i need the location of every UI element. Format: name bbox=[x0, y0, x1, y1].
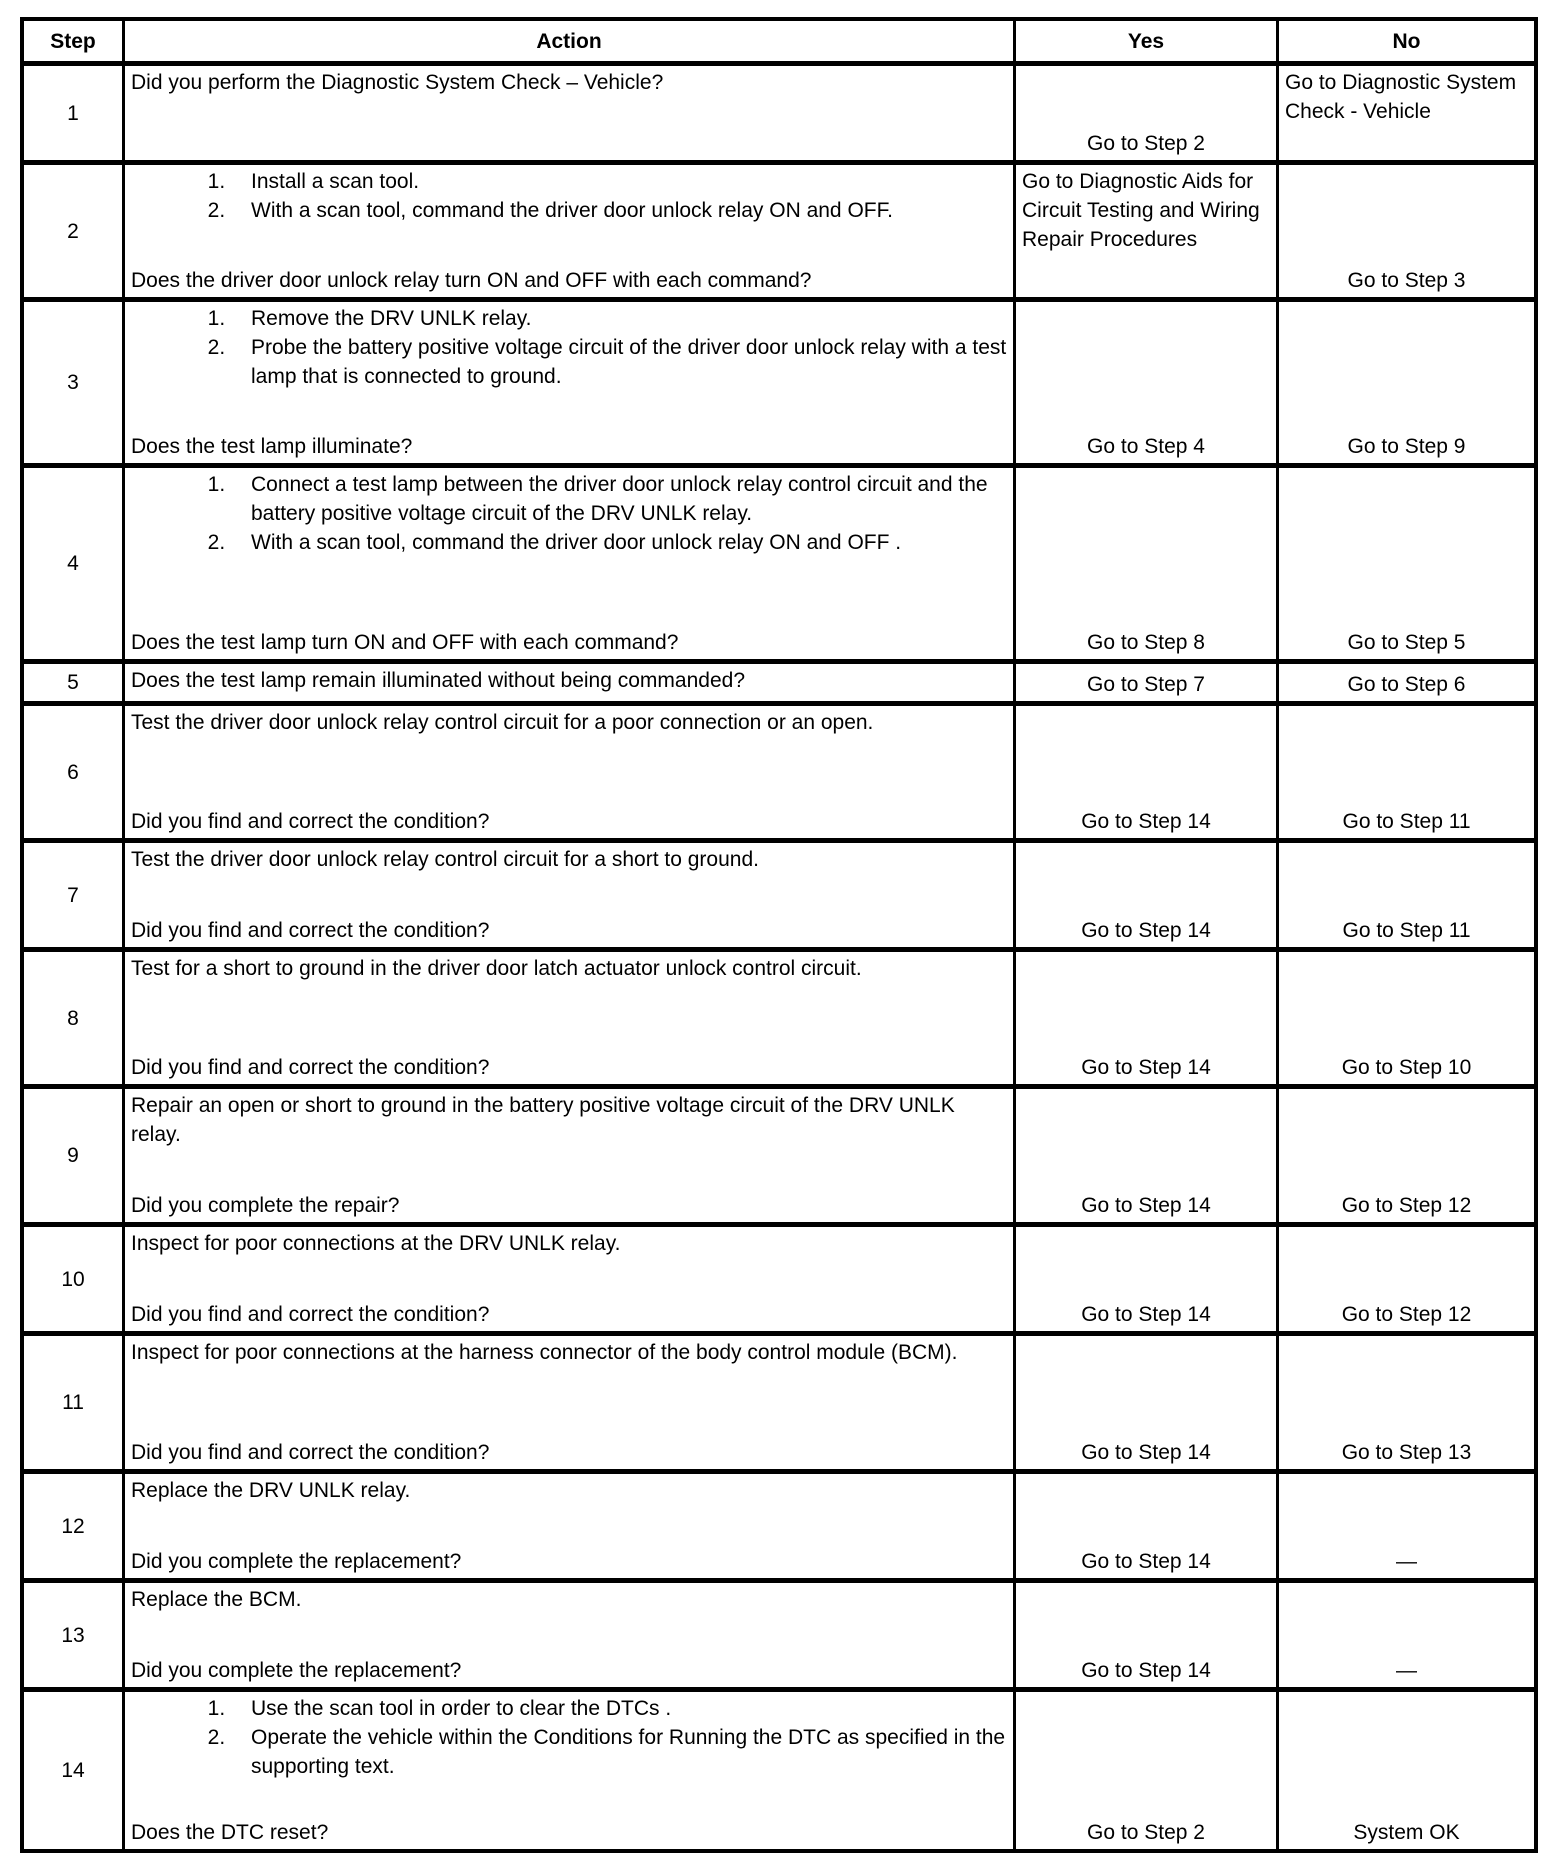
no-result: — bbox=[1276, 1583, 1534, 1687]
header-step: Step bbox=[50, 29, 96, 53]
table-row bbox=[24, 160, 1534, 297]
action-question: Did you complete the replacement? bbox=[131, 1550, 462, 1573]
action-question: Did you find and correct the condition? bbox=[131, 919, 490, 942]
header-no: No bbox=[1276, 21, 1534, 61]
action-question: Did you find and correct the condition? bbox=[131, 1303, 490, 1326]
action-cell bbox=[122, 66, 1013, 160]
step-number: 12 bbox=[61, 1514, 85, 1538]
action-text: Repair an open or short to ground in the battery positive voltage circuit of the DRV UNLK relay. bbox=[131, 1094, 955, 1146]
step-number: 13 bbox=[61, 1623, 85, 1647]
action-instructions bbox=[131, 708, 1007, 737]
yes-result: Go to Step 14 bbox=[1013, 1227, 1276, 1331]
yes-result: Go to Diagnostic Aids for Circuit Testing and Wiring Repair Procedures bbox=[1013, 165, 1276, 297]
no-result: Go to Step 13 bbox=[1276, 1336, 1534, 1469]
action-step-item: 2. Operate the vehicle within the Conditions for Running the DTC as specified in the supporting text. bbox=[231, 1723, 1007, 1781]
table-row bbox=[24, 1469, 1534, 1578]
header-yes: Yes bbox=[1013, 21, 1276, 61]
step-number: 2 bbox=[67, 219, 79, 243]
action-instructions bbox=[131, 304, 1007, 391]
table-row bbox=[24, 1687, 1534, 1849]
action-steps-list bbox=[131, 167, 1007, 225]
action-question: Did you find and correct the condition? bbox=[131, 810, 490, 833]
yes-result: Go to Step 8 bbox=[1013, 468, 1276, 659]
no-result: — bbox=[1276, 1474, 1534, 1578]
action-step-item: 1. Remove the DRV UNLK relay. bbox=[231, 304, 1007, 333]
action-steps-list bbox=[131, 304, 1007, 391]
action-cell bbox=[122, 1583, 1013, 1687]
step-number: 6 bbox=[67, 760, 79, 784]
yes-result: Go to Step 7 bbox=[1013, 664, 1276, 701]
action-cell bbox=[122, 1692, 1013, 1849]
action-text: Replace the BCM. bbox=[131, 1588, 302, 1611]
action-cell bbox=[122, 664, 1013, 701]
table-row bbox=[24, 61, 1534, 160]
action-question: Does the driver door unlock relay turn ON and OFF with each command? bbox=[131, 269, 812, 292]
diagnostic-table bbox=[20, 17, 1538, 1853]
action-question: Did you find and correct the condition? bbox=[131, 1056, 490, 1079]
action-question: Does the DTC reset? bbox=[131, 1821, 329, 1844]
table-row bbox=[24, 701, 1534, 838]
table-row bbox=[24, 659, 1534, 701]
table-row bbox=[24, 463, 1534, 659]
table-row bbox=[24, 1578, 1534, 1687]
step-number: 14 bbox=[61, 1759, 85, 1782]
action-question: Does the test lamp turn ON and OFF with each command? bbox=[131, 631, 679, 654]
no-result: Go to Diagnostic System Check - Vehicle bbox=[1276, 66, 1534, 160]
action-instructions bbox=[131, 1585, 1007, 1614]
action-question: Did you complete the replacement? bbox=[131, 1659, 462, 1682]
step-number: 7 bbox=[67, 883, 79, 907]
action-instructions bbox=[131, 1694, 1007, 1781]
yes-result: Go to Step 4 bbox=[1013, 302, 1276, 463]
step-number: 5 bbox=[67, 671, 79, 694]
action-instructions bbox=[131, 666, 1007, 695]
action-text: Inspect for poor connections at the DRV UNLK relay. bbox=[131, 1232, 621, 1255]
yes-result: Go to Step 2 bbox=[1013, 1692, 1276, 1849]
no-result: Go to Step 3 bbox=[1276, 165, 1534, 297]
step-number: 10 bbox=[61, 1267, 85, 1291]
no-result: Go to Step 11 bbox=[1276, 843, 1534, 947]
yes-result: Go to Step 14 bbox=[1013, 706, 1276, 838]
action-instructions bbox=[131, 1338, 1007, 1367]
action-step-item: 2. With a scan tool, command the driver door unlock relay ON and OFF. bbox=[231, 196, 1007, 225]
action-instructions bbox=[131, 470, 1007, 557]
no-result: Go to Step 11 bbox=[1276, 706, 1534, 838]
no-result: Go to Step 12 bbox=[1276, 1089, 1534, 1222]
action-cell bbox=[122, 468, 1013, 659]
no-result: Go to Step 6 bbox=[1276, 664, 1534, 701]
yes-result: Go to Step 14 bbox=[1013, 843, 1276, 947]
action-instructions bbox=[131, 845, 1007, 874]
no-result: Go to Step 12 bbox=[1276, 1227, 1534, 1331]
yes-result: Go to Step 14 bbox=[1013, 1474, 1276, 1578]
yes-result: Go to Step 14 bbox=[1013, 952, 1276, 1084]
action-cell bbox=[122, 1227, 1013, 1331]
action-steps-list bbox=[131, 470, 1007, 557]
action-steps-list bbox=[131, 1694, 1007, 1781]
action-text: Did you perform the Diagnostic System Check – Vehicle? bbox=[131, 71, 664, 94]
table-row bbox=[24, 947, 1534, 1084]
no-result: Go to Step 9 bbox=[1276, 302, 1534, 463]
no-result: Go to Step 5 bbox=[1276, 468, 1534, 659]
action-step-item: 1. Use the scan tool in order to clear the DTCs . bbox=[231, 1694, 1007, 1723]
action-text: Test the driver door unlock relay control circuit for a short to ground. bbox=[131, 848, 759, 871]
action-instructions bbox=[131, 1476, 1007, 1505]
action-cell bbox=[122, 302, 1013, 463]
table-header-row bbox=[24, 21, 1534, 61]
yes-result: Go to Step 14 bbox=[1013, 1336, 1276, 1469]
action-cell bbox=[122, 1089, 1013, 1222]
action-question: Does the test lamp illuminate? bbox=[131, 435, 413, 458]
action-text: Inspect for poor connections at the harness connector of the body control module (BCM). bbox=[131, 1341, 958, 1364]
table-row bbox=[24, 1331, 1534, 1469]
yes-result: Go to Step 14 bbox=[1013, 1089, 1276, 1222]
step-number: 1 bbox=[67, 101, 79, 125]
action-instructions bbox=[131, 1091, 1007, 1149]
action-question: Did you find and correct the condition? bbox=[131, 1441, 490, 1464]
table-row bbox=[24, 838, 1534, 947]
action-cell bbox=[122, 952, 1013, 1084]
action-step-item: 2. With a scan tool, command the driver door unlock relay ON and OFF . bbox=[231, 528, 1007, 557]
action-instructions bbox=[131, 167, 1007, 225]
action-cell bbox=[122, 1474, 1013, 1578]
action-text: Replace the DRV UNLK relay. bbox=[131, 1479, 411, 1502]
step-number: 11 bbox=[62, 1391, 84, 1414]
table-row bbox=[24, 297, 1534, 463]
action-step-item: 1. Connect a test lamp between the driver door unlock relay control circuit and the battery positive voltage circuit of the DRV UNLK relay. bbox=[231, 470, 1007, 528]
action-cell bbox=[122, 1336, 1013, 1469]
no-result: Go to Step 10 bbox=[1276, 952, 1534, 1084]
action-instructions bbox=[131, 954, 1007, 983]
action-step-item: 2. Probe the battery positive voltage circuit of the driver door unlock relay with a test lamp that is connected to ground. bbox=[231, 333, 1007, 391]
action-text: Test the driver door unlock relay control circuit for a poor connection or an open. bbox=[131, 711, 874, 734]
action-text: Test for a short to ground in the driver door latch actuator unlock control circuit. bbox=[131, 957, 862, 980]
table-row bbox=[24, 1084, 1534, 1222]
step-number: 3 bbox=[67, 371, 79, 394]
no-result: System OK bbox=[1276, 1692, 1534, 1849]
action-text: Does the test lamp remain illuminated without being commanded? bbox=[131, 669, 745, 692]
action-instructions bbox=[131, 1229, 1007, 1258]
action-cell bbox=[122, 165, 1013, 297]
step-number: 8 bbox=[67, 1006, 79, 1030]
step-number: 9 bbox=[67, 1144, 79, 1167]
header-action: Action bbox=[122, 21, 1013, 61]
yes-result: Go to Step 14 bbox=[1013, 1583, 1276, 1687]
action-step-item: 1. Install a scan tool. bbox=[231, 167, 1007, 196]
yes-result: Go to Step 2 bbox=[1013, 66, 1276, 160]
step-number: 4 bbox=[67, 552, 79, 575]
table-row bbox=[24, 1222, 1534, 1331]
action-question: Did you complete the repair? bbox=[131, 1194, 400, 1217]
action-instructions bbox=[131, 68, 1007, 97]
action-cell bbox=[122, 843, 1013, 947]
action-cell bbox=[122, 706, 1013, 838]
